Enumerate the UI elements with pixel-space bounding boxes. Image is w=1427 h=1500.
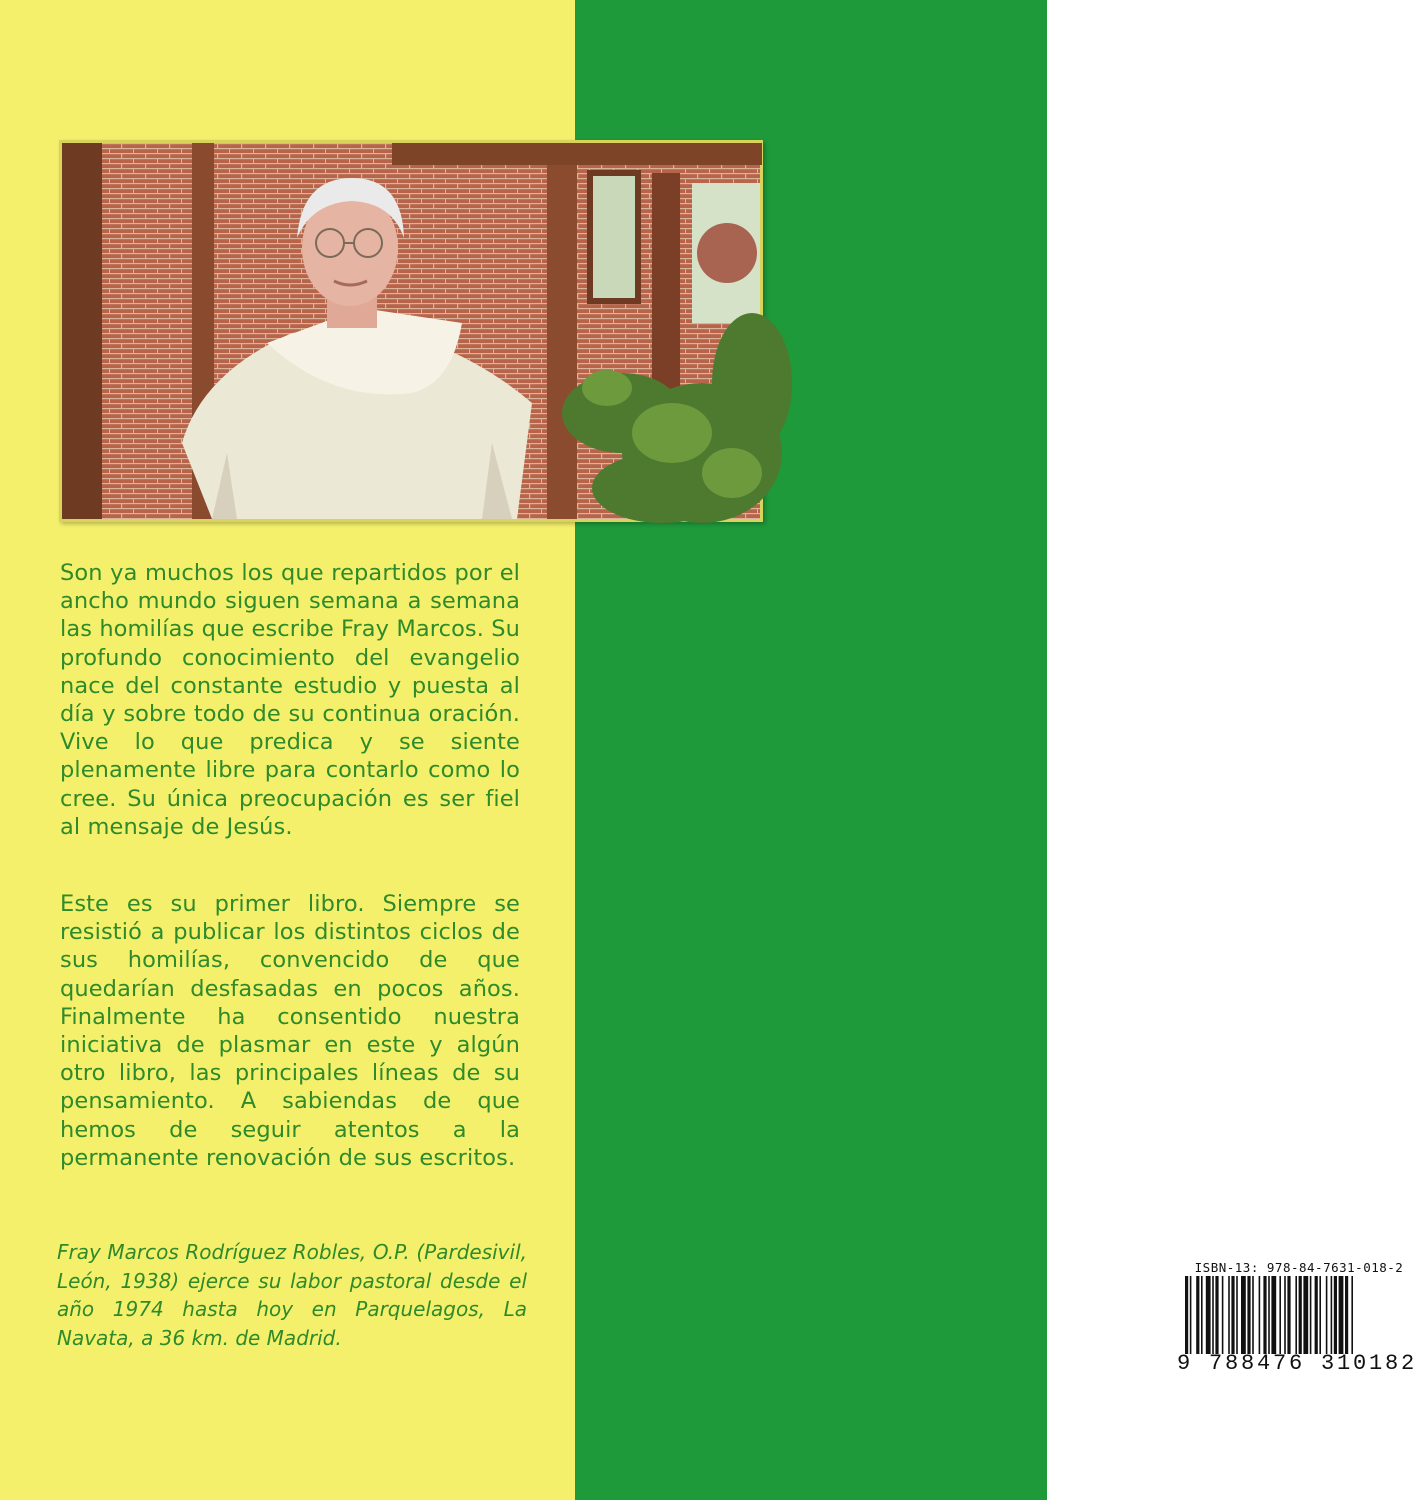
description-paragraph-1: Son ya muchos los que repartidos por el ancho mundo siguen semana a semana las homilías que escribe Fray Marcos. Su profundo conocimiento del evangelio nace del constante estudio y puesta al día y sobre todo de su continua oración. Vive lo que predica y se siente plenamente libre para contarlo como lo cree. Su única preocupación es ser fiel al mensaje de Jesús. [60, 560, 520, 840]
isbn-barcode [1171, 1256, 1427, 1376]
portrait-photo-icon [62, 143, 760, 519]
isbn-label: ISBN-13: 978-84-7631-018-2 [1194, 1260, 1404, 1275]
author-bio: Fray Marcos Rodríguez Robles, O.P. (Pardesivil, León, 1938) ejerce su labor pastoral desde el año 1974 hasta hoy en Parquelagos, La Navata, a 36 km. de Madrid. [57, 1240, 527, 1350]
author-photo [59, 140, 763, 522]
barcode-bars [1177, 1276, 1421, 1354]
description-paragraph-2: Este es su primer libro. Siempre se resistió a publicar los distintos ciclos de sus homilías, convencido de que quedarían desfasadas en pocos años. Finalmente ha consentido nuestra iniciativa de plasmar en este y algún otro libro, las principales líneas de su pensamiento. A sabiendas de que hemos de seguir atentos a la permanente renovación de sus escritos. [60, 891, 520, 1171]
barcode-digits: 9 788476 310182 [1177, 1351, 1418, 1376]
